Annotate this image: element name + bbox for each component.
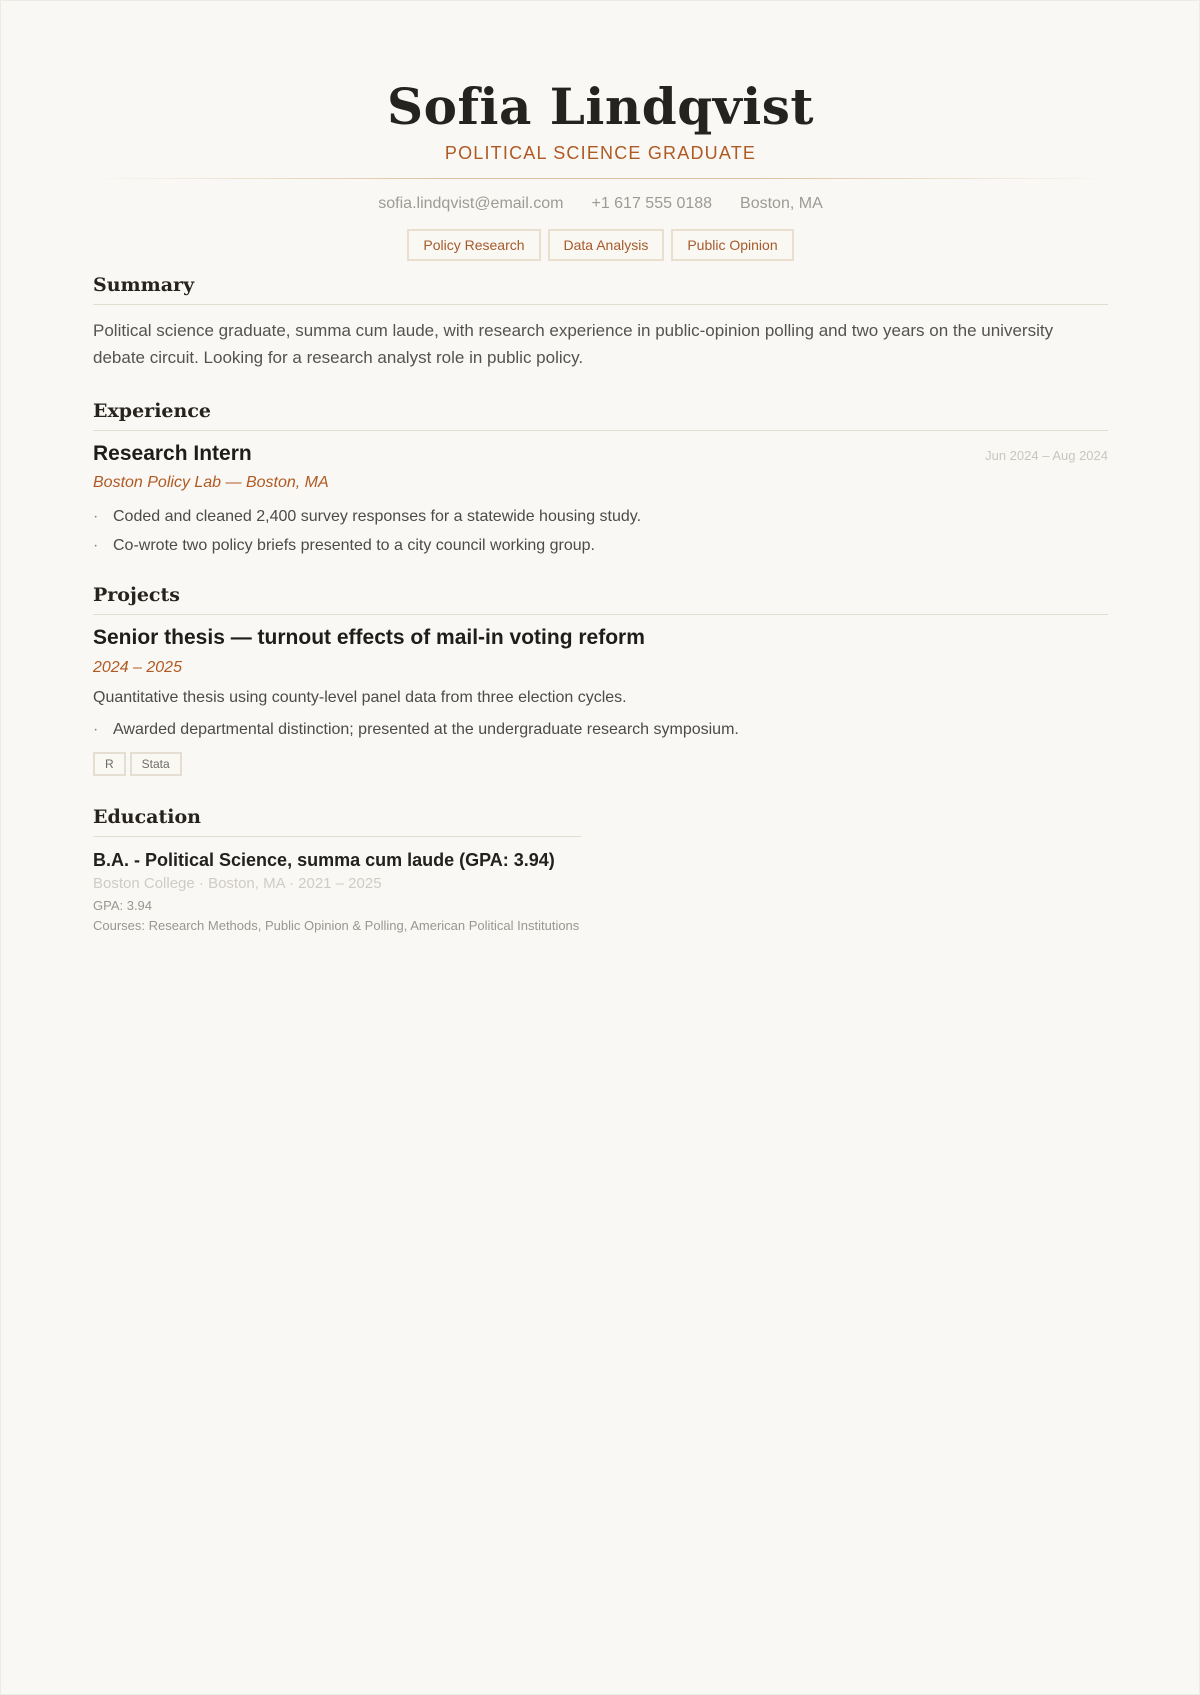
school-name: Boston College bbox=[93, 875, 195, 892]
job-dates: Jun 2024 – Aug 2024 bbox=[985, 448, 1108, 463]
skill-chip: Data Analysis bbox=[548, 229, 665, 261]
meta-separator: · bbox=[288, 875, 294, 892]
list-item: · Coded and cleaned 2,400 survey responses for a statewide housing study. bbox=[93, 502, 1108, 531]
section-title-experience: Experience bbox=[93, 400, 1108, 431]
project-entry bbox=[93, 626, 1108, 776]
project-bullets bbox=[93, 715, 1108, 744]
section-title-summary: Summary bbox=[93, 274, 1108, 305]
list-item: · Co-wrote two policy briefs presented to a city council working group. bbox=[93, 531, 1108, 560]
contact-line bbox=[93, 194, 1108, 214]
education-dates: 2021 – 2025 bbox=[298, 875, 382, 892]
project-tags bbox=[93, 752, 1108, 776]
experience-entry bbox=[93, 442, 1108, 560]
contact-location: Boston, MA bbox=[740, 195, 823, 212]
candidate-headline: POLITICAL SCIENCE GRADUATE bbox=[444, 143, 757, 163]
meta-separator: · bbox=[198, 875, 204, 892]
school-location: Boston, MA bbox=[208, 875, 285, 892]
resume-header bbox=[93, 0, 1108, 261]
project-dates: 2024 – 2025 bbox=[93, 659, 182, 676]
skill-chip: Policy Research bbox=[407, 229, 540, 261]
education-entry bbox=[93, 850, 581, 936]
courses: Courses: Research Methods, Public Opinion & Polling, American Political Institutions bbox=[93, 918, 580, 933]
degree: B.A. - Political Science, summa cum laude (GPA: 3.94) bbox=[93, 850, 555, 870]
gpa: GPA: 3.94 bbox=[93, 898, 153, 913]
summary-text: Political science graduate, summa cum laude, with research experience in public-opinion polling and two years on the university debate circuit. Looking for a research analyst role in public policy. bbox=[93, 321, 1054, 367]
project-description: Quantitative thesis using county-level panel data from three election cycles. bbox=[93, 689, 627, 706]
contact-phone[interactable]: +1 617 555 0188 bbox=[591, 195, 713, 212]
section-title-projects: Projects bbox=[93, 584, 1108, 615]
job-title: Research Intern bbox=[93, 442, 252, 465]
skill-chips bbox=[93, 229, 1108, 261]
list-item: · Awarded departmental distinction; presented at the undergraduate research symposium. bbox=[93, 715, 1108, 744]
contact-email[interactable]: sofia.lindqvist@email.com bbox=[378, 195, 564, 212]
education-meta bbox=[93, 875, 581, 892]
project-name: Senior thesis — turnout effects of mail-in voting reform bbox=[93, 626, 645, 649]
tool-tag: Stata bbox=[130, 752, 182, 776]
experience-section bbox=[93, 400, 1108, 560]
resume bbox=[93, 0, 1108, 933]
job-organization: Boston Policy Lab — Boston, MA bbox=[93, 474, 329, 491]
projects-section bbox=[93, 584, 1108, 776]
skill-chip: Public Opinion bbox=[671, 229, 793, 261]
job-bullets bbox=[93, 502, 1108, 560]
header-divider bbox=[93, 178, 1108, 179]
tool-tag: R bbox=[93, 752, 126, 776]
summary-section bbox=[93, 274, 1108, 371]
candidate-name: Sofia Lindqvist bbox=[387, 77, 814, 136]
education-section bbox=[93, 806, 581, 936]
section-title-education: Education bbox=[93, 806, 581, 837]
